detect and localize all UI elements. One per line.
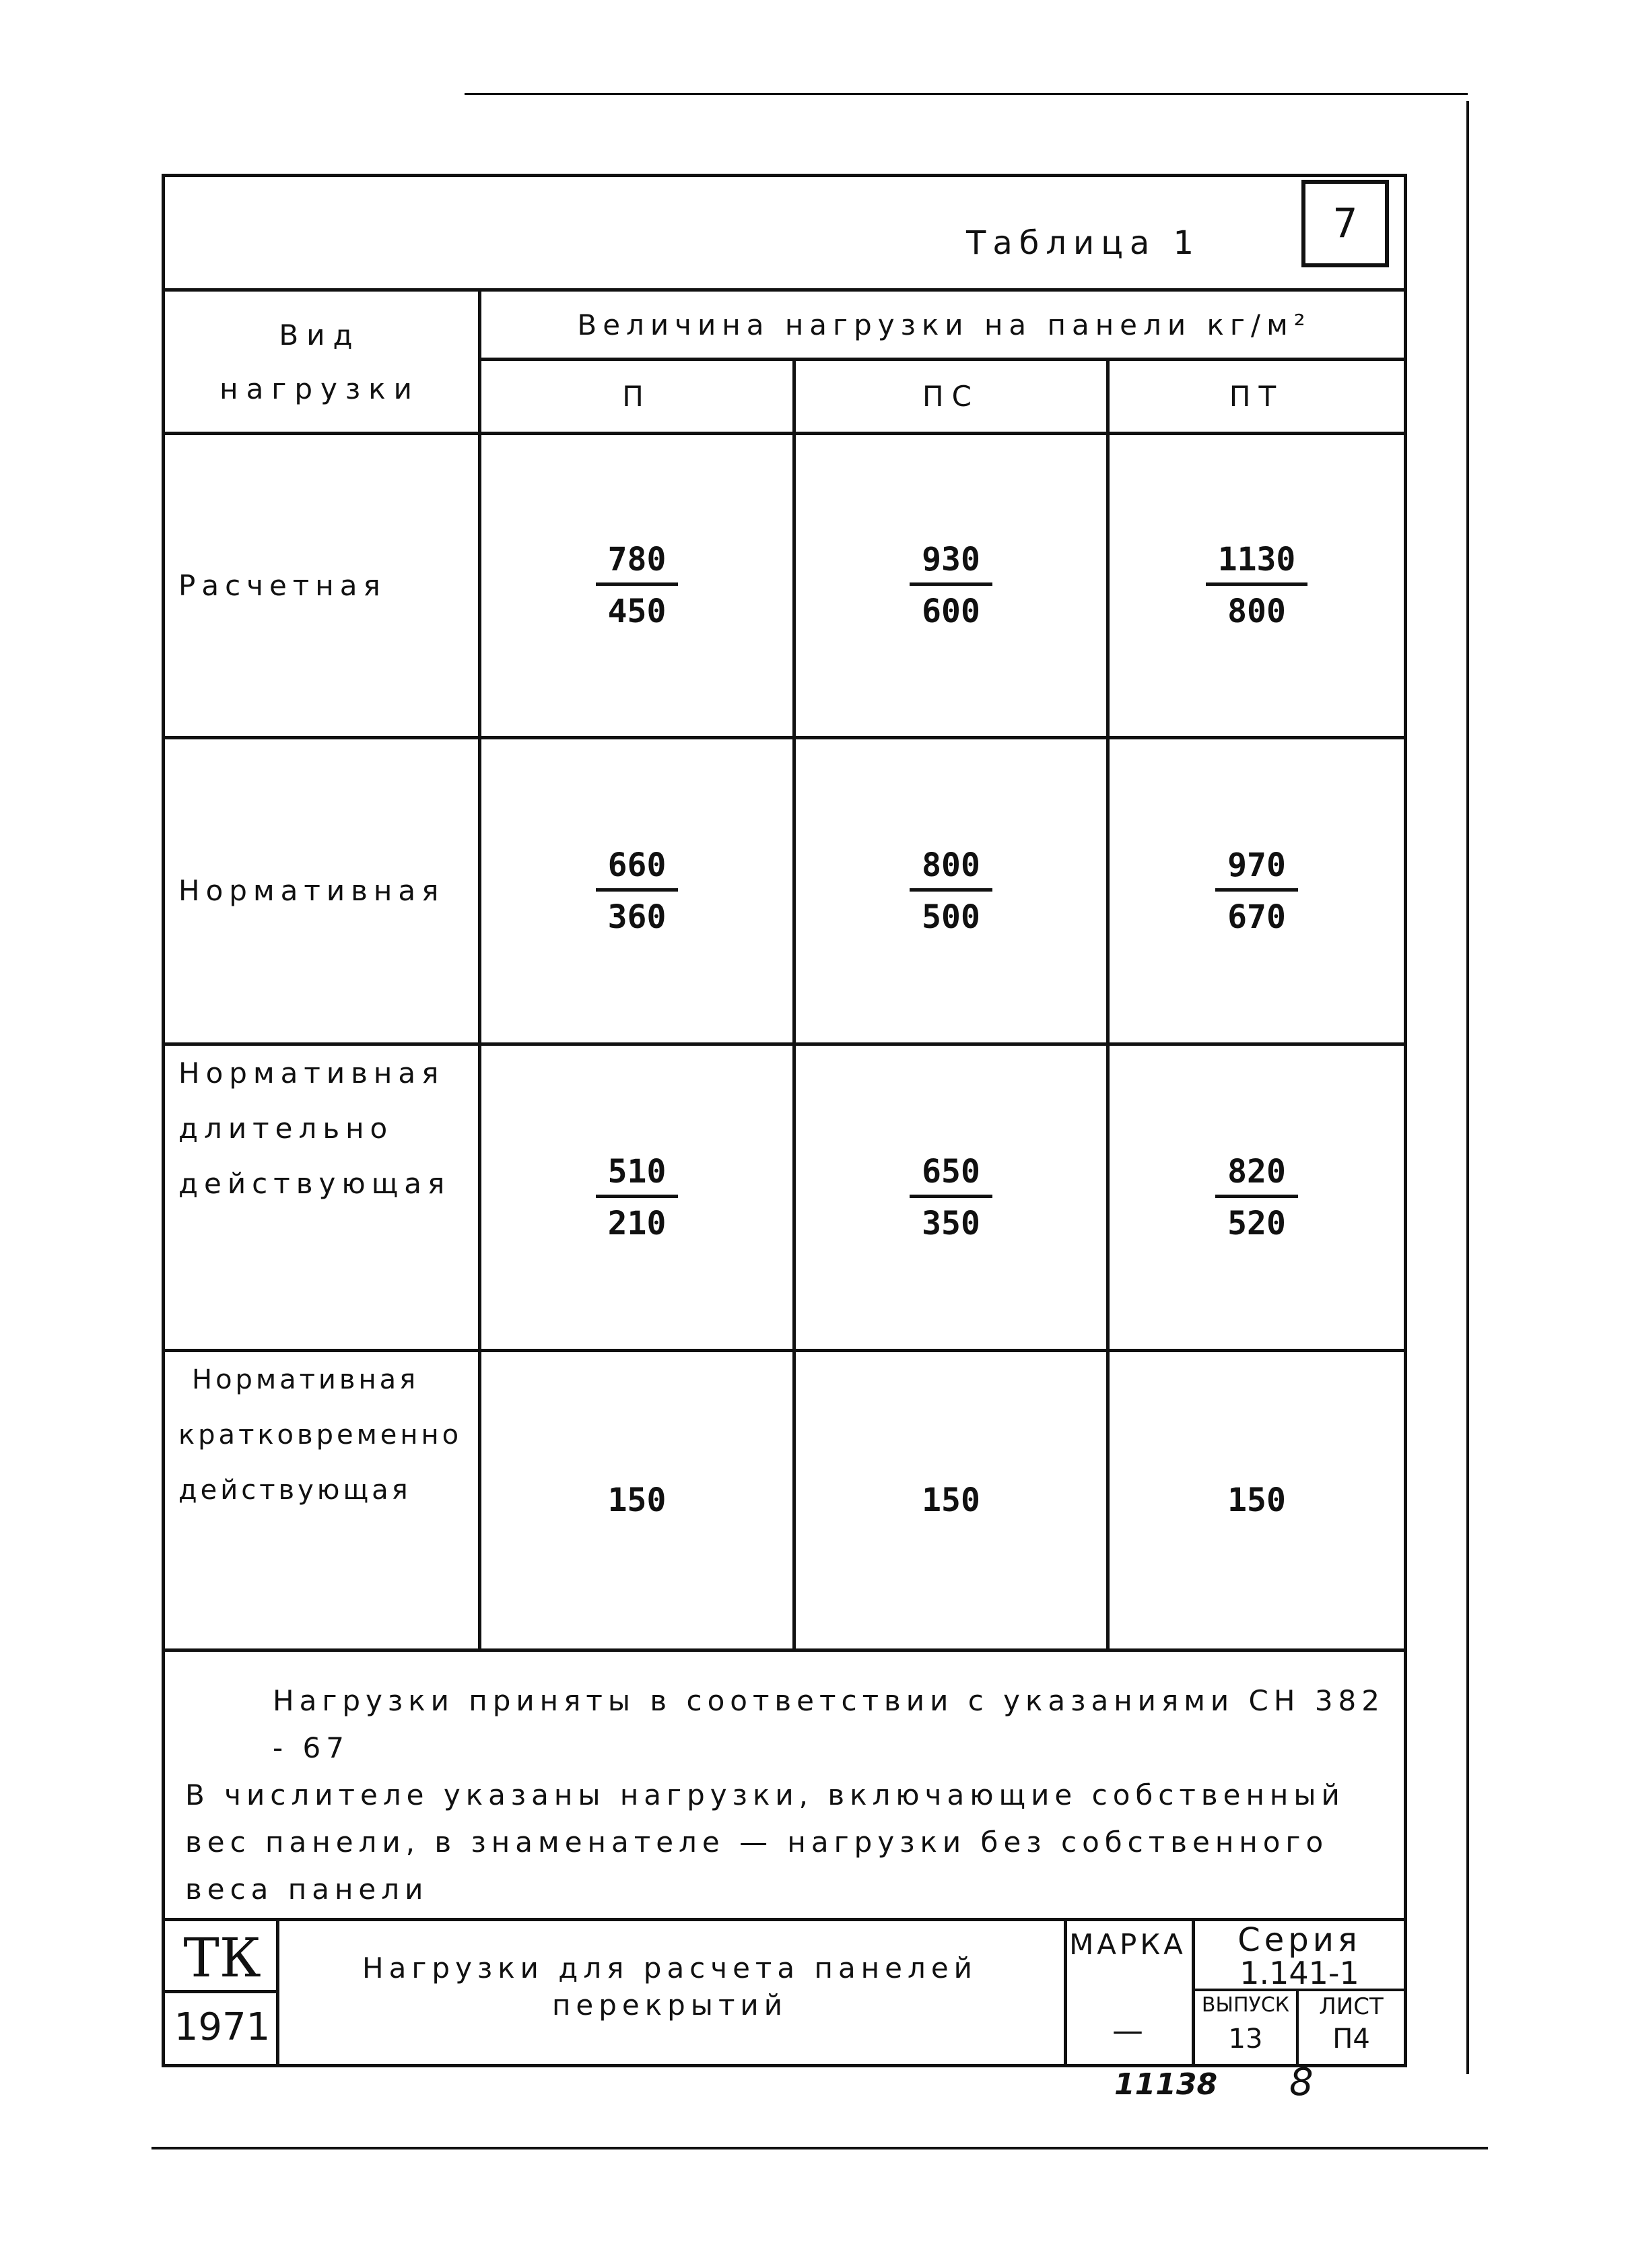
header-value-title: Величина нагрузки на панели кг/м² bbox=[577, 308, 1312, 341]
fraction: $\frac{970}{670}$ bbox=[1215, 846, 1298, 936]
page-number: 8 bbox=[1289, 2061, 1314, 2104]
header-column-p: П bbox=[622, 380, 652, 413]
drawing-title-line2: перекрытий bbox=[551, 1989, 788, 2022]
sheet-number: 7 bbox=[1332, 200, 1358, 247]
document-frame bbox=[162, 174, 1407, 2067]
fraction: $\frac{650}{350}$ bbox=[910, 1153, 992, 1242]
title-block-org-divider bbox=[165, 1990, 276, 1993]
value-cell bbox=[796, 739, 1106, 1042]
inventory-number: 11138 bbox=[1114, 2067, 1218, 2102]
scan-edge-right bbox=[1466, 101, 1469, 2074]
value-cell: 150 bbox=[922, 1481, 980, 1519]
sheet-value: П4 bbox=[1332, 2024, 1370, 2055]
value-cell bbox=[1110, 435, 1404, 736]
issue-label: ВЫПУСК bbox=[1201, 1993, 1290, 2017]
value-cell bbox=[481, 1046, 792, 1349]
header-load-type: Вид нагрузки bbox=[219, 319, 420, 405]
fraction: $\frac{780}{450}$ bbox=[596, 541, 679, 630]
value-cell bbox=[481, 435, 792, 736]
table-caption: Таблица 1 bbox=[966, 224, 1201, 262]
value-cell bbox=[1110, 1046, 1404, 1349]
marka-value: — bbox=[1112, 2012, 1143, 2048]
marka-label: МАРКА bbox=[1069, 1928, 1186, 1961]
year: 1971 bbox=[174, 2005, 271, 2049]
table-bottom-rule bbox=[165, 1648, 1404, 1652]
value-cell bbox=[796, 1046, 1106, 1349]
note-line: Нагрузки приняты в соответствии с указаниями СН 382 - 67 bbox=[273, 1684, 1385, 1764]
row-label-normative: Нормативная bbox=[178, 874, 445, 907]
note-line: веса панели bbox=[185, 1873, 429, 1906]
value-cell bbox=[796, 435, 1106, 736]
header-column-pt: ПТ bbox=[1229, 380, 1285, 413]
fraction: $\frac{660}{360}$ bbox=[596, 846, 679, 936]
fraction: $\frac{820}{520}$ bbox=[1215, 1153, 1298, 1242]
row-label-design: Расчетная bbox=[178, 568, 386, 602]
drawing-title-line1: Нагрузки для расчета панелей bbox=[362, 1952, 978, 1984]
issue-value: 13 bbox=[1228, 2024, 1263, 2055]
org-code: ТК bbox=[183, 1927, 261, 1989]
row-label-normative-short-term: Нормативная кратковременно действующая bbox=[178, 1364, 463, 1506]
fraction: $\frac{800}{500}$ bbox=[910, 846, 992, 936]
fraction: $\frac{510}{210}$ bbox=[596, 1153, 679, 1242]
value-cell: 150 bbox=[607, 1481, 667, 1519]
notes bbox=[185, 1677, 1390, 1913]
scan-edge-bottom bbox=[151, 2147, 1488, 2149]
header-column-ps: ПС bbox=[922, 380, 980, 413]
value-cell bbox=[481, 739, 792, 1042]
series-label: Серия bbox=[1237, 1921, 1361, 1959]
note-line: вес панели, в знаменателе — нагрузки без собственного bbox=[185, 1826, 1329, 1859]
fraction: $\frac{1130}{800}$ bbox=[1206, 541, 1308, 630]
title-block-rule-org bbox=[276, 1918, 279, 2064]
fraction: $\frac{930}{600}$ bbox=[910, 541, 992, 630]
value-cell bbox=[1110, 739, 1404, 1042]
sheet-number-box bbox=[1301, 180, 1389, 267]
value-cell: 150 bbox=[1227, 1481, 1286, 1519]
scan-edge-top bbox=[465, 93, 1468, 95]
series-value: 1.141-1 bbox=[1239, 1955, 1359, 1991]
note-line: В числителе указаны нагрузки, включающие собственный bbox=[185, 1778, 1345, 1811]
row-label-normative-long-term: Нормативная длительно действующая bbox=[178, 1057, 451, 1200]
sheet-label: ЛИСТ bbox=[1319, 1993, 1384, 2020]
